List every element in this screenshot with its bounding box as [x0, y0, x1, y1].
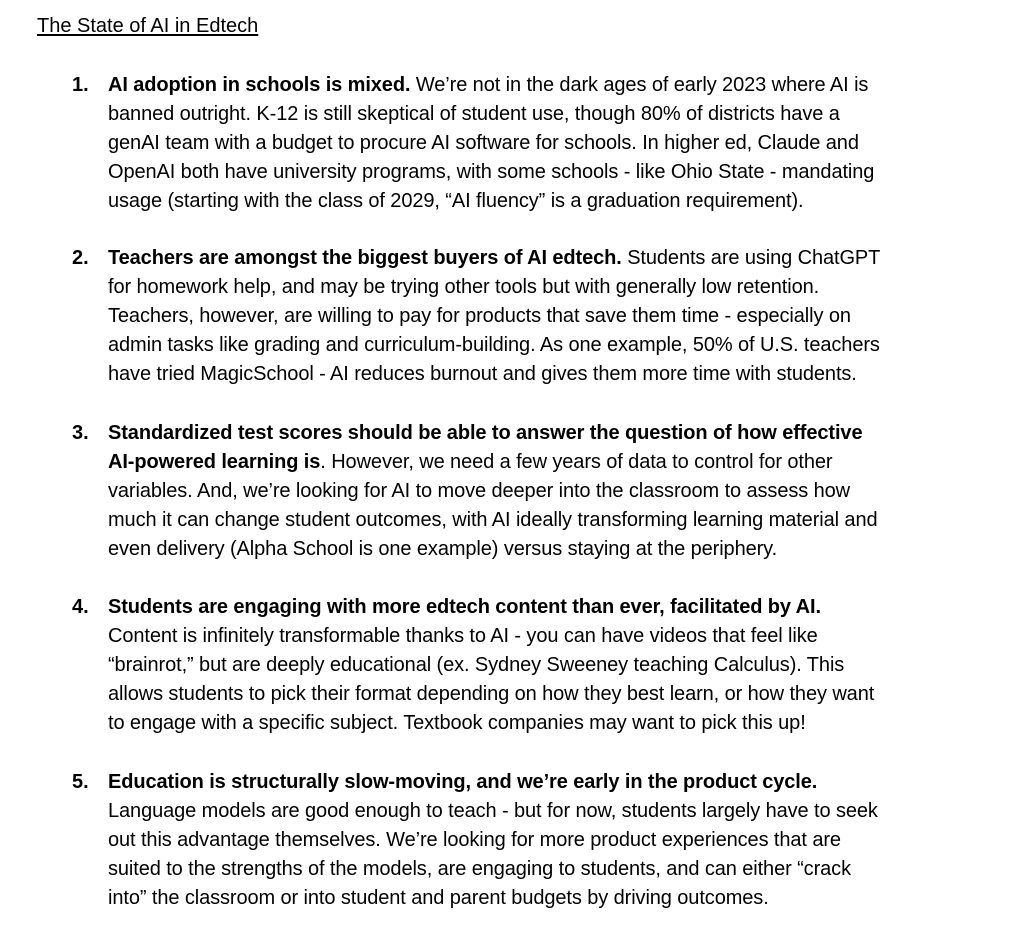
- line-text: “brainrot,” but are deeply educational (ex. Sydney Sweeney teaching Calculus). This: [108, 654, 845, 677]
- line-text: usage (starting with the class of 2029, “AI fluency” is a graduation requirement).: [108, 190, 804, 213]
- list-number: 1.: [72, 74, 89, 96]
- paragraph-line: [108, 535, 988, 564]
- line-text: for homework help, and may be trying other tools but with generally low retention.: [108, 276, 820, 299]
- bold-lead: Education is structurally slow-moving, and we’re early in the product cycle.: [108, 771, 818, 793]
- paragraph-line: [108, 302, 988, 331]
- list-item-paragraph: [108, 71, 988, 216]
- paragraph-line: [108, 593, 988, 622]
- list-number: 5.: [72, 771, 89, 793]
- paragraph-line: [108, 360, 988, 389]
- list-number: 4.: [72, 596, 89, 618]
- paragraph-line: [108, 158, 988, 187]
- line-text: suited to the strengths of the models, are engaging to students, and can either “crack: [108, 858, 851, 881]
- paragraph-line: [108, 622, 988, 651]
- paragraph-line: [108, 331, 988, 360]
- paragraph-line: [108, 419, 988, 448]
- bold-lead: Students are engaging with more edtech content than ever, facilitated by AI.: [108, 596, 821, 618]
- paragraph-line: [108, 129, 988, 158]
- line-text: admin tasks like grading and curriculum-building. As one example, 50% of U.S. teachers: [108, 334, 880, 357]
- paragraph-line: [108, 884, 988, 913]
- line-text: Language models are good enough to teach - but for now, students largely have to seek: [108, 800, 878, 823]
- list-number: 2.: [72, 247, 89, 269]
- line-text: OpenAI both have university programs, with some schools - like Ohio State - mandating: [108, 161, 875, 184]
- document-title: The State of AI in Edtech: [37, 15, 259, 37]
- line-text: to engage with a specific subject. Textbook companies may want to pick this up!: [108, 712, 806, 735]
- paragraph-line: [108, 680, 988, 709]
- line-text: out this advantage themselves. We’re looking for more product experiences that are: [108, 829, 841, 852]
- line-text: into” the classroom or into student and parent budgets by driving outcomes.: [108, 887, 769, 910]
- bold-lead: Standardized test scores should be able to answer the question of how effective: [108, 422, 863, 444]
- list-item-paragraph: [108, 593, 988, 738]
- line-text: have tried MagicSchool - AI reduces burnout and gives them more time with students.: [108, 363, 857, 386]
- paragraph-line: [108, 273, 988, 302]
- bold-lead: AI-powered learning is: [108, 451, 321, 474]
- line-text: . However, we need a few years of data to control for other: [320, 451, 833, 474]
- paragraph-line: [108, 855, 988, 884]
- list-number: 3.: [72, 422, 89, 444]
- paragraph-line: [108, 709, 988, 738]
- line-text: allows students to pick their format depending on how they best learn, or how they want: [108, 683, 875, 706]
- bold-lead: Teachers are amongst the biggest buyers of AI edtech.: [108, 247, 622, 269]
- line-text: Teachers, however, are willing to pay for products that save them time - especially on: [108, 305, 851, 328]
- line-text: We’re not in the dark ages of early 2023 where AI is: [410, 74, 869, 96]
- paragraph-line: [108, 768, 988, 797]
- list-item-paragraph: [108, 244, 988, 389]
- paragraph-line: [108, 651, 988, 680]
- paragraph-line: [108, 71, 988, 100]
- line-text: Students are using ChatGPT: [621, 247, 881, 269]
- line-text: genAI team with a budget to procure AI software for schools. In higher ed, Claude and: [108, 132, 859, 155]
- bold-lead: AI adoption in schools is mixed.: [108, 74, 411, 96]
- line-text: variables. And, we’re looking for AI to move deeper into the classroom to assess how: [108, 480, 850, 503]
- paragraph-line: [108, 477, 988, 506]
- list-item-paragraph: [108, 768, 988, 913]
- paragraph-line: [108, 448, 988, 477]
- paragraph-line: [108, 244, 988, 273]
- list-item-paragraph: [108, 419, 988, 564]
- line-text: even delivery (Alpha School is one example) versus staying at the periphery.: [108, 538, 778, 561]
- line-text: Content is infinitely transformable thanks to AI - you can have videos that feel like: [108, 625, 818, 648]
- paragraph-line: [108, 797, 988, 826]
- paragraph-line: [108, 826, 988, 855]
- paragraph-line: [108, 506, 988, 535]
- paragraph-line: [108, 187, 988, 216]
- line-text: banned outright. K-12 is still skeptical of student use, though 80% of districts have a: [108, 103, 840, 126]
- paragraph-line: [108, 100, 988, 129]
- line-text: much it can change student outcomes, with AI ideally transforming learning material and: [108, 509, 878, 532]
